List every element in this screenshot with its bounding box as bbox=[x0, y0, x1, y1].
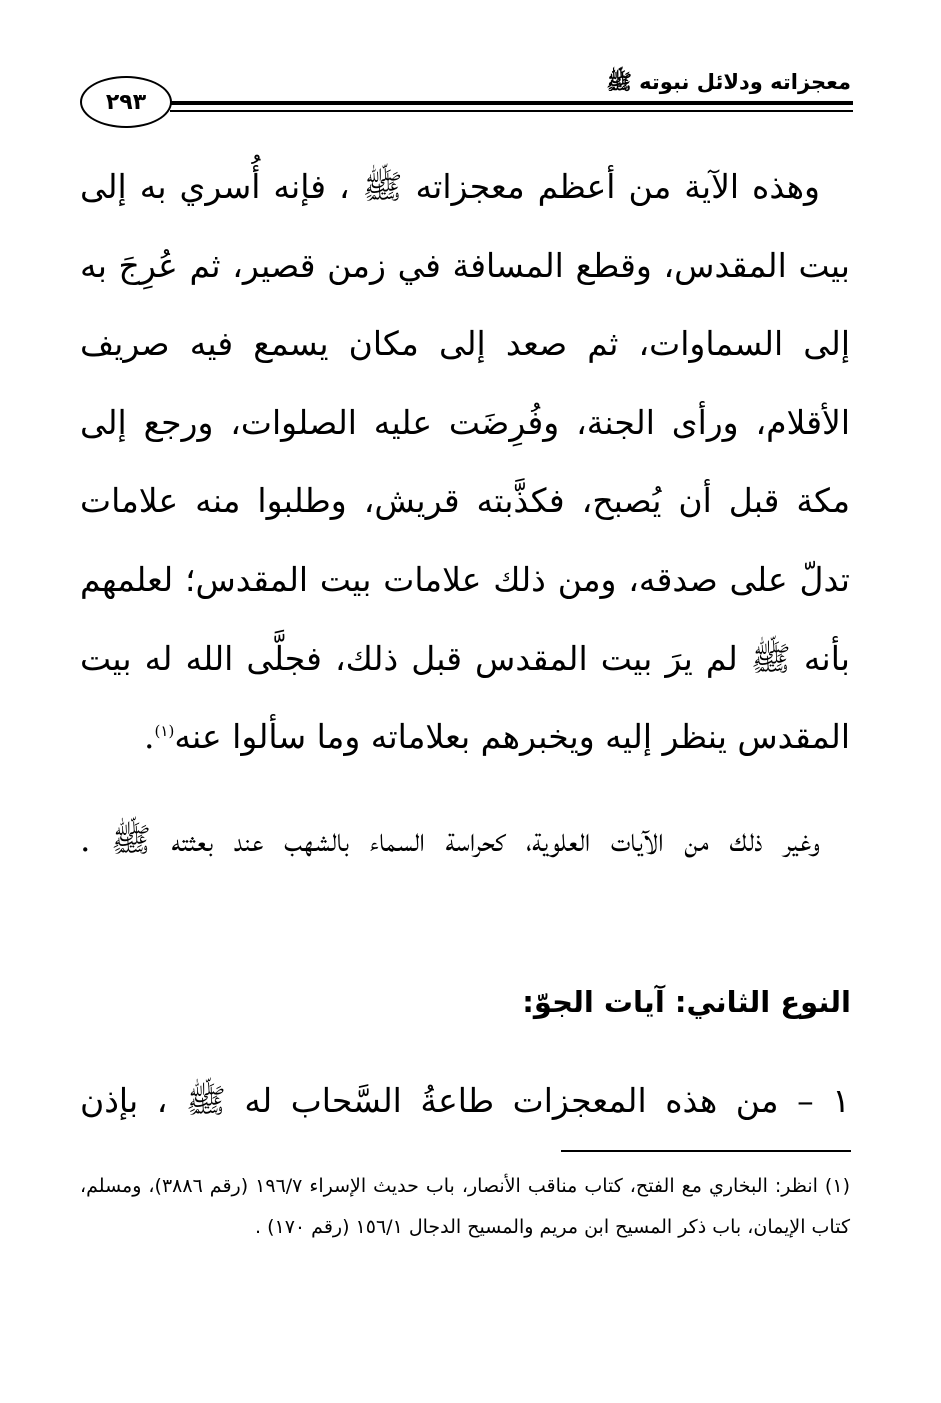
footnote-separator bbox=[561, 1150, 851, 1152]
footnote-text: (١) انظر: البخاري مع الفتح، كتاب مناقب الأنصار، باب حديث الإسراء ١٩٦/٧ (رقم ٣٨٨٦)، ومسلم، كتاب الإيمان، باب ذكر المسيح ابن مريم والمسيح الدجال ١٥٦/١ (رقم ١٧٠) . bbox=[80, 1175, 850, 1238]
header-rule-thin bbox=[170, 110, 853, 112]
section-heading: النوع الثاني: آيات الجوّ: bbox=[522, 985, 851, 1019]
paragraph-1-end: . bbox=[144, 717, 155, 757]
paragraph-1 bbox=[80, 148, 850, 777]
footnote bbox=[80, 1166, 850, 1248]
paragraph-1-text: وهذه الآية من أعظم معجزاته ﷺ ، فإنه أُسري به إلى بيت المقدس، وقطع المسافة في زمن قصير، ثم عُرِجَ به إلى السماوات، ثم صعد إلى مكان يسمع فيه صريف الأقلام، ورأى الجنة، وفُرِضَت عليه الصلوات، ورجع إلى مكة قبل أن يُصبح، فكذَّبته قريش، وطلبوا منه علامات تدلّ على صدقه، ومن ذلك علامات بيت المقدس؛ لعلمهم بأنه ﷺ لم يرَ بيت المقدس قبل ذلك، فجلَّى الله له بيت المقدس ينظر إليه ويخبرهم بعلاماته وما سألوا عنه bbox=[80, 167, 850, 757]
body-text bbox=[80, 148, 850, 879]
header-rule bbox=[170, 101, 853, 105]
paragraph-2 bbox=[80, 801, 850, 880]
page-number: ٢٩٣ bbox=[80, 76, 172, 128]
paragraph-2-text: وغير ذلك من الآيات العلوية، كحراسة السماء بالشهب عند بعثته ﷺ . bbox=[80, 819, 820, 859]
footnote-reference[interactable]: (١) bbox=[154, 722, 175, 741]
list-item-1: ١ – من هذه المعجزات طاعةُ السَّحاب له ﷺ ، بإذن bbox=[80, 1081, 850, 1120]
running-title: معجزاته ودلائل نبوته ﷺ bbox=[606, 70, 851, 94]
